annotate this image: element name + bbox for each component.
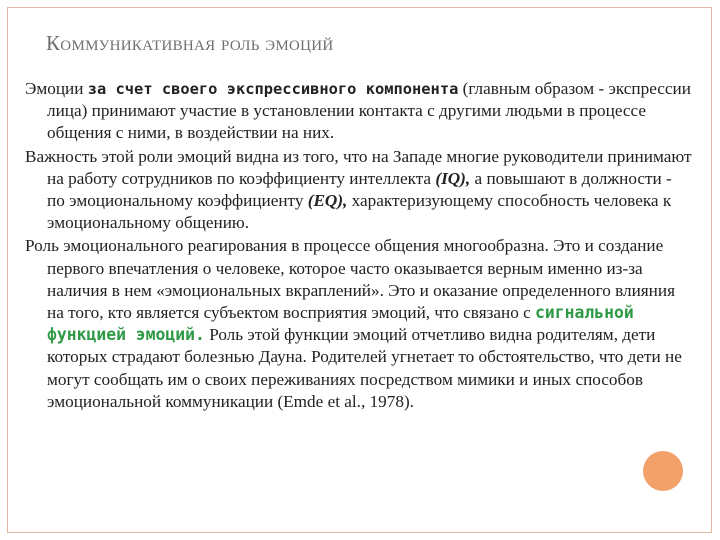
eq-term: (EQ),	[307, 191, 348, 211]
p2-text-middle: а повышают в должности - по эмоциональному коэффициенту	[47, 168, 672, 211]
signal-function-term: сигнальной функцией эмоций.	[47, 303, 634, 345]
p1-emphasis: за счет своего экспрессивного компонента	[87, 80, 459, 98]
p3-text-start: Роль эмоционального реагирования в процессе общения многообразна. Это и создание первого впечатления о человеке, которое часто оказывается верным именно из-за наличия в нем «эмоциональных вкраплений». Это и оказание определенного влияния на того, кто является субъектом восприятия эмоций, что связано с	[25, 236, 675, 323]
slide-title: Коммуникативная роль эмоций	[46, 31, 334, 55]
paragraph-eq	[25, 146, 693, 235]
p2-text-start: Важность этой роли эмоций видна из того, что на Западе многие руководители принимают на работу сотрудников по коэффициенту интеллекта	[25, 146, 692, 188]
p3-text-end: Роль этой функции эмоций отчетливо видна родителям, дети которых страдают болезнью Дауна. Родителей угнетает то обстоятельство, что дети не могут сообщать им о своих переживаниях посредством мимики и иных способов эмоциональной коммуникации (Emde et al., 1978).	[47, 325, 682, 411]
paragraph-signal	[25, 235, 693, 413]
p1-text-end: (главным образом - экспрессии лица) принимают участие в установлении контакта с другими людьми в процессе общения с ними, в воздействии на них.	[47, 79, 691, 143]
orange-circle-decoration	[643, 451, 683, 491]
p2-text-end: характеризующему способность человека к эмоциональному общению.	[47, 191, 672, 233]
p1-text-start: Эмоции	[25, 79, 88, 98]
slide-body	[25, 78, 693, 413]
iq-term: (IQ),	[435, 168, 471, 188]
paragraph-expressive	[25, 78, 693, 145]
